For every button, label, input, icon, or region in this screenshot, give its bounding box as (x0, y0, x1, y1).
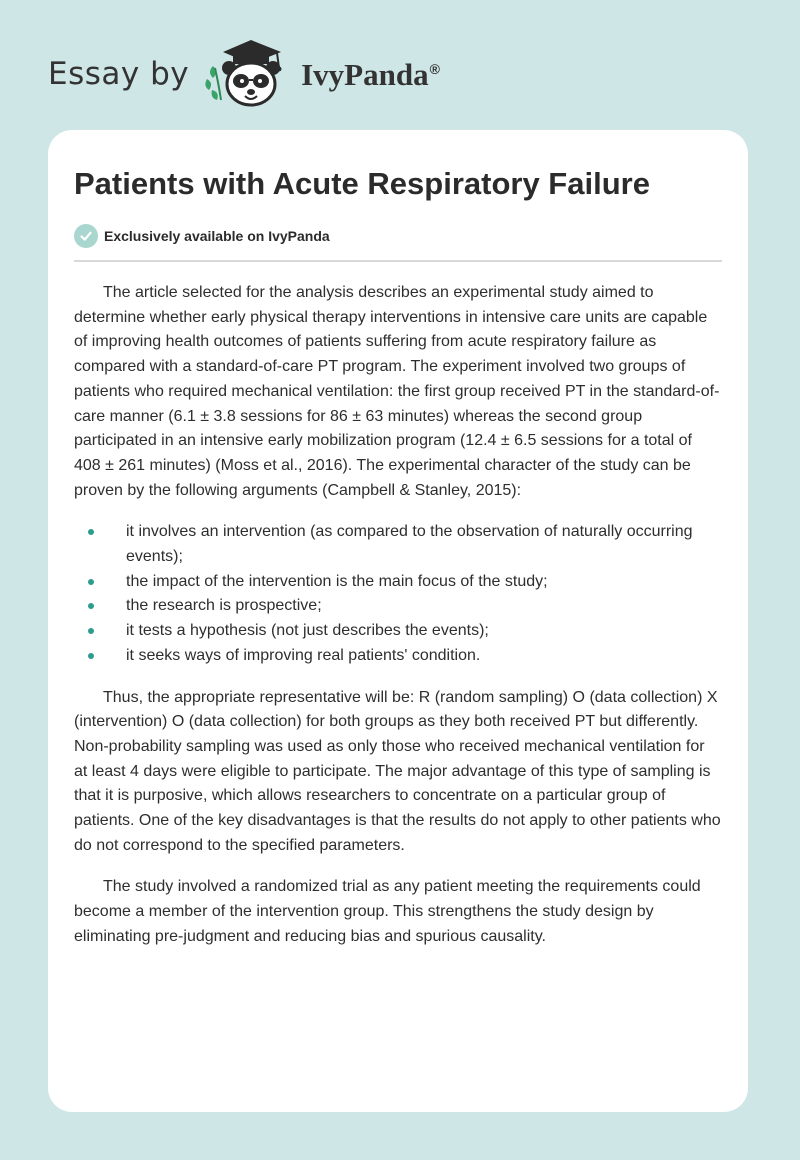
registered-mark: ® (429, 60, 440, 77)
paragraph: The study involved a randomized trial as any patient meeting the requirements could become a member of the intervention group. This strengthens the study design by eliminating pre-judgment and reducing bias and spurious causality. (74, 878, 701, 945)
brand-name: IvyPanda® (301, 57, 440, 92)
list-item: it involves an intervention (as compared to the observation of naturally occurring events); (126, 520, 722, 569)
brand-prefix: Essay by (48, 56, 190, 92)
paragraph: Thus, the appropriate representative will be: R (random sampling) O (data collection) X (intervention) O (data collection) for both groups as they both received PT but differently. Non-probability sampling was used as only those who received mechanical ventilation for at least 4 days were eligible to participate. The major advantage of this type of sampling is that it is purposive, which allows researchers to concentrate on a particular group of patients. One of the key disadvantages is that the results do not apply to other patients who do not correspond to the specified parameters. (74, 688, 721, 854)
essay-body (74, 281, 722, 950)
list-item: the impact of the intervention is the main focus of the study; (126, 570, 722, 595)
brand-header[interactable] (48, 38, 440, 110)
checkmark-icon (74, 224, 98, 248)
page-title: Patients with Acute Respiratory Failure (74, 166, 650, 201)
list-item: the research is prospective; (126, 594, 722, 619)
essay-card (48, 130, 748, 1112)
paragraph: The article selected for the analysis describes an experimental study aimed to determine whether early physical therapy interventions in intensive care units are capable of improving health outcomes of patients suffering from acute respiratory failure as compared with a standard-of-care PT program. The experiment involved two groups of patients who required mechanical ventilation: the first group received PT in the standard-of-care manner (6.1 ± 3.8 sessions for 86 ± 63 minutes) whereas the second group participated in an intensive early mobilization program (12.4 ± 6.5 sessions for a total of 408 ± 261 minutes) (Moss et al., 2016). The experimental character of the study can be proven by the following arguments (Campbell & Stanley, 2015): (74, 284, 720, 499)
argument-list (74, 520, 722, 668)
list-item: it tests a hypothesis (not just describes the events); (126, 619, 722, 644)
exclusive-badge (74, 224, 722, 262)
panda-logo-icon (203, 38, 295, 110)
badge-label: Exclusively available on IvyPanda (104, 228, 330, 244)
list-item: it seeks ways of improving real patients' condition. (126, 644, 722, 669)
